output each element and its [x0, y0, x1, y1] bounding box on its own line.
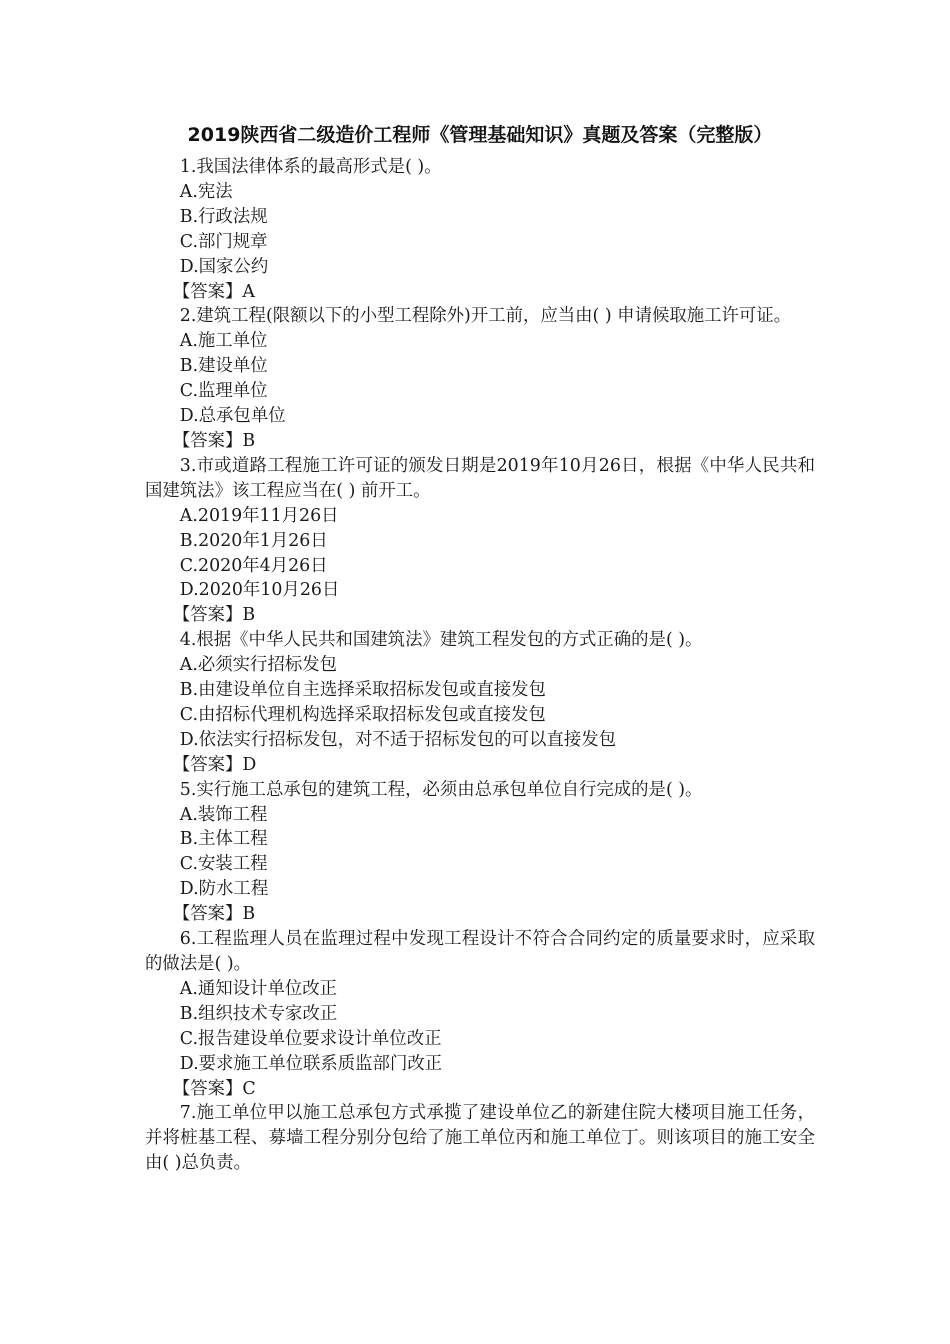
- document-page: [145, 117, 815, 1176]
- question-stem: 2.建筑工程(限额以下的小型工程除外)开工前，应当由( ) 申请候取施工许可证。: [179, 306, 792, 327]
- question-block: [145, 927, 815, 1101]
- question-block: [145, 778, 815, 927]
- document-title: 2019陕西省二级造价工程师《管理基础知识》真题及答案（完整版）: [187, 124, 773, 146]
- question-option: A.2019年11月26日: [179, 505, 339, 526]
- question-option: D.防水工程: [179, 879, 269, 900]
- question-option: D.要求施工单位联系质监部门改正: [179, 1053, 443, 1074]
- question-option: C.监理单位: [179, 381, 268, 402]
- question-answer: 【答案】A: [172, 281, 255, 302]
- question-stem: 4.根据《中华人民共和国建筑法》建筑工程发包的方式正确的是( )。: [179, 630, 703, 651]
- question-option: B.由建设单位自主选择采取招标发包或直接发包: [179, 680, 546, 701]
- question-answer: 【答案】B: [172, 430, 256, 451]
- question-option: A.装饰工程: [179, 804, 268, 825]
- question-option: A.施工单位: [179, 331, 268, 352]
- question-option: B.2020年1月26日: [179, 530, 328, 551]
- question-stem: 1.我国法律体系的最高形式是( )。: [179, 157, 442, 177]
- question-option: D.国家公约: [179, 256, 269, 277]
- question-option: B.组织技术专家改正: [179, 1003, 338, 1024]
- question-option: C.报告建设单位要求设计单位改正: [179, 1028, 442, 1049]
- question-option: C.由招标代理机构选择采取招标发包或直接发包: [179, 704, 546, 725]
- question-stem: 5.实行施工总承包的建筑工程，必须由总承包单位自行完成的是( )。: [179, 779, 703, 800]
- question-block: [145, 304, 815, 453]
- question-stem: 7.施工单位甲以施工总承包方式承揽了建设单位乙的新建住院大楼项目施工任务，并将桩基工程、募墙工程分别分包给了施工单位丙和施工单位丁。则该项目的施工安全由( )总负责。: [145, 1103, 815, 1174]
- question-answer: 【答案】D: [172, 754, 257, 775]
- question-answer: 【答案】B: [172, 605, 256, 626]
- question-option: B.建设单位: [179, 356, 268, 377]
- question-block: [145, 155, 815, 304]
- question-option: D.2020年10月26日: [179, 580, 340, 601]
- question-stem: 3.市或道路工程施工许可证的颁发日期是2019年10月26日，根据《中华人民共和国建筑法》该工程应当在( ) 前开工。: [145, 455, 815, 501]
- question-answer: 【答案】B: [172, 904, 256, 925]
- question-option: C.部门规章: [179, 231, 268, 252]
- question-answer: 【答案】C: [172, 1078, 256, 1099]
- question-option: C.2020年4月26日: [179, 555, 328, 576]
- question-block: [145, 1101, 815, 1176]
- question-option: C.安装工程: [179, 854, 268, 875]
- question-option: B.行政法规: [179, 206, 268, 227]
- question-block: [145, 454, 815, 628]
- question-stem: 6.工程监理人员在监理过程中发现工程设计不符合合同约定的质量要求时，应采取的做法是( )。: [145, 929, 815, 974]
- question-option: D.依法实行招标发包，对不适于招标发包的可以直接发包: [179, 729, 617, 750]
- question-block: [145, 628, 815, 777]
- question-option: B.主体工程: [179, 829, 268, 850]
- question-option: A.必须实行招标发包: [179, 655, 338, 676]
- question-option: A.宪法: [179, 181, 233, 202]
- question-option: D.总承包单位: [179, 406, 286, 427]
- question-option: A.通知设计单位改正: [179, 978, 338, 999]
- question-list: [145, 155, 815, 1176]
